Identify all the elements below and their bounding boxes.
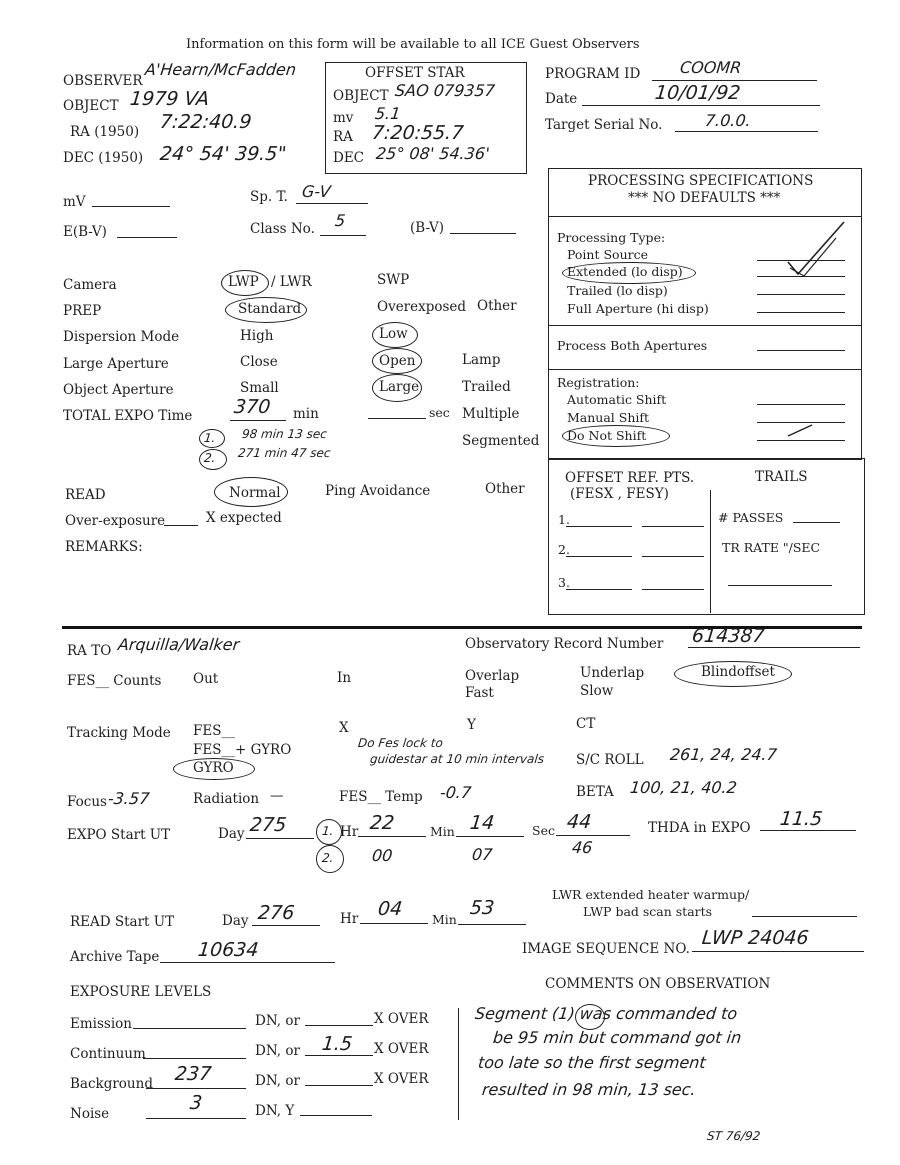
- lwr-heater-line[interactable]: [752, 916, 857, 917]
- large-circle: [372, 374, 422, 402]
- expo-segmented[interactable]: Segmented: [462, 433, 540, 449]
- lwp-circle: [221, 270, 269, 296]
- continuum-dn-or: DN, or: [255, 1043, 300, 1059]
- archive-line: [160, 962, 335, 963]
- fes-temp-label: FES__ Temp: [339, 789, 423, 805]
- read-min-label: Min: [432, 912, 457, 927]
- date-value[interactable]: 10/01/92: [653, 82, 742, 104]
- processing-divider-1: [548, 216, 861, 217]
- continuum-dn-line[interactable]: [143, 1058, 246, 1059]
- expo-min-value[interactable]: 14: [468, 812, 496, 834]
- type-trailed[interactable]: Trailed (lo disp): [567, 283, 668, 298]
- read-other[interactable]: Other: [485, 481, 525, 497]
- offset-star-title: OFFSET STAR: [365, 65, 465, 81]
- expo-seg-1-num: 1.: [321, 824, 335, 838]
- processing-title: PROCESSING SPECIFICATIONS: [588, 173, 814, 189]
- signature: ST 76/92: [706, 1129, 762, 1143]
- type-full-aperture-line: [757, 312, 845, 313]
- segment-2-time[interactable]: 271 min 47 sec: [237, 446, 332, 460]
- continuum-over-value[interactable]: 1.5: [320, 1033, 354, 1055]
- emission-dn-or: DN, or: [255, 1013, 300, 1029]
- focus-label: Focus: [67, 794, 107, 810]
- rato-value[interactable]: Arquilla/Walker: [117, 635, 241, 654]
- expo-min-label: Min: [430, 824, 455, 839]
- object-ap-trailed[interactable]: Trailed: [462, 379, 511, 395]
- passes-line[interactable]: [793, 522, 840, 523]
- fes-out[interactable]: Out: [193, 671, 219, 687]
- expo-multiple[interactable]: Multiple: [462, 406, 520, 422]
- offset-ref-title: OFFSET REF. PTS.: [565, 470, 695, 486]
- read-min-value[interactable]: 53: [468, 897, 496, 919]
- offset-object-value[interactable]: SAO 079357: [394, 81, 496, 100]
- read-ping[interactable]: Ping Avoidance: [325, 483, 431, 499]
- read-day-value[interactable]: 276: [256, 902, 296, 924]
- ebv-line: [117, 237, 177, 238]
- expo-seg-2-num: 2.: [321, 851, 335, 865]
- overlap-label[interactable]: Overlap: [465, 668, 520, 684]
- registration-do-not-shift[interactable]: Do Not Shift: [567, 428, 647, 443]
- program-id-value[interactable]: COOMR: [679, 58, 743, 77]
- noise-label: Noise: [70, 1106, 110, 1122]
- emission-dn-line[interactable]: [133, 1028, 246, 1029]
- blindoffset-circle: [674, 661, 792, 687]
- prep-label: PREP: [63, 303, 102, 319]
- read-hr-value[interactable]: 04: [376, 898, 404, 920]
- registration-label: Registration:: [557, 375, 640, 390]
- mv-line: [92, 206, 170, 207]
- observer-label: OBSERVER: [63, 73, 143, 89]
- offset-row-2-y[interactable]: [642, 556, 704, 557]
- dec-label: DEC (1950): [63, 150, 144, 166]
- offset-row-2-x[interactable]: [566, 556, 632, 557]
- expo-label: TOTAL EXPO Time: [63, 408, 193, 424]
- serial-value[interactable]: 7.0.0.: [704, 111, 752, 130]
- record-label: Observatory Record Number: [465, 636, 664, 652]
- spt-value[interactable]: G-V: [301, 182, 332, 201]
- camera-lwr[interactable]: / LWR: [271, 274, 312, 290]
- expo-min-line-2: [456, 836, 524, 837]
- fast-label[interactable]: Fast: [465, 685, 494, 701]
- process-both-line: [757, 350, 845, 351]
- ebv-label: E(B-V): [63, 224, 107, 240]
- emission-x-over: X OVER: [374, 1011, 429, 1027]
- fes-counts-label: FES__ Counts: [67, 673, 162, 689]
- tracking-gyro[interactable]: GYRO: [193, 760, 234, 776]
- offset-row-3-x[interactable]: [566, 589, 632, 590]
- trails-title: TRAILS: [755, 469, 808, 485]
- overexp-x-expected: X expected: [206, 510, 282, 526]
- tracking-fes[interactable]: FES__: [193, 723, 235, 739]
- thda-line: [760, 830, 856, 831]
- gyro-circle: [173, 758, 255, 780]
- passes-label: # PASSES: [718, 510, 784, 525]
- offset-dec-label: DEC: [333, 150, 365, 166]
- object-ap-large[interactable]: Large: [379, 379, 420, 395]
- dispersion-label: Dispersion Mode: [63, 329, 180, 345]
- processing-divider-2: [548, 325, 861, 326]
- camera-lwp[interactable]: LWP: [228, 274, 259, 290]
- overexp-label: Over-exposure: [65, 513, 166, 529]
- camera-swp[interactable]: SWP: [377, 272, 410, 288]
- expo-day-label: Day: [218, 826, 245, 842]
- expo-day-value[interactable]: 275: [248, 814, 288, 836]
- radiation-label: Radiation: [193, 791, 260, 807]
- levels-title: EXPOSURE LEVELS: [70, 984, 212, 1000]
- rato-label: RA TO: [67, 643, 112, 659]
- expo-hr-line: [358, 836, 426, 837]
- expo-value[interactable]: 370: [232, 396, 272, 418]
- read-day-line: [252, 925, 320, 926]
- read-hr-line: [360, 923, 428, 924]
- standard-circle: [225, 297, 307, 323]
- processing-type-label: Processing Type:: [557, 230, 666, 245]
- background-over-line[interactable]: [305, 1085, 373, 1086]
- offset-mv-label: mv: [333, 110, 354, 126]
- sc-roll-label: S/C ROLL: [576, 752, 644, 768]
- program-id-label: PROGRAM ID: [545, 66, 641, 82]
- registration-automatic[interactable]: Automatic Shift: [567, 392, 667, 407]
- expo-min2-value[interactable]: 07: [471, 845, 494, 864]
- comment-line-1[interactable]: Segment (1) was commanded to: [474, 1004, 739, 1023]
- tracking-x: X: [339, 720, 349, 736]
- registration-manual[interactable]: Manual Shift: [567, 410, 650, 425]
- image-seq-label: IMAGE SEQUENCE NO.: [522, 941, 690, 957]
- expo-start-label: EXPO Start UT: [67, 827, 171, 843]
- camera-label: Camera: [63, 277, 117, 293]
- fes-in[interactable]: In: [337, 670, 352, 686]
- spt-line: [296, 203, 368, 204]
- expo-sec-line-2: [556, 835, 630, 836]
- program-id-line: [652, 80, 817, 81]
- segment-1-num: 1.: [203, 431, 217, 445]
- image-seq-value[interactable]: LWP 24046: [700, 927, 810, 949]
- offset-dec-value[interactable]: 25° 08' 54.36': [375, 144, 491, 163]
- expo-sec-line: [368, 418, 426, 419]
- object-label: OBJECT: [63, 98, 119, 114]
- expo-sec2-value[interactable]: 46: [571, 838, 594, 857]
- registration-automatic-line: [757, 404, 845, 405]
- expo-hr-label: Hr: [340, 824, 359, 840]
- tracking-label: Tracking Mode: [67, 725, 171, 741]
- large-ap-label: Large Aperture: [63, 356, 169, 372]
- date-label: Date: [545, 91, 578, 107]
- offset-ra-value[interactable]: 7:20:55.7: [370, 122, 465, 144]
- dec-value[interactable]: 24° 54' 39.5": [158, 143, 288, 165]
- background-label: Background: [70, 1076, 153, 1092]
- archive-label: Archive Tape: [70, 949, 160, 965]
- archive-value[interactable]: 10634: [196, 939, 260, 961]
- expo-sec: sec: [429, 405, 450, 420]
- tracking-note-2[interactable]: guidestar at 10 min intervals: [369, 752, 545, 766]
- read-min-line: [458, 924, 526, 925]
- expo-sec-value[interactable]: 44: [565, 811, 593, 833]
- serial-label: Target Serial No.: [545, 117, 663, 133]
- open-circle: [372, 348, 422, 374]
- image-seq-line: [692, 951, 864, 952]
- background-dn-line: [146, 1088, 246, 1089]
- offset-row-1-x[interactable]: [566, 526, 632, 527]
- type-extended[interactable]: Extended (lo disp): [567, 264, 683, 279]
- ra-value[interactable]: 7:22:40.9: [158, 111, 253, 133]
- background-dn-or: DN, or: [255, 1073, 300, 1089]
- comment-line-4[interactable]: resulted in 98 min, 13 sec.: [481, 1080, 697, 1099]
- sc-roll-value[interactable]: 261, 24, 24.7: [669, 745, 778, 764]
- object-ap-label: Object Aperture: [63, 382, 174, 398]
- ra-label: RA (1950): [70, 124, 140, 140]
- offset-trails-divider: [710, 490, 711, 613]
- normal-circle: [214, 477, 288, 507]
- bv-label: (B-V): [410, 220, 445, 236]
- expo-min: min: [293, 406, 319, 422]
- noise-dn-line: [146, 1118, 246, 1119]
- large-ap-open[interactable]: Open: [379, 353, 416, 369]
- tracking-note-1[interactable]: Do Fes lock to: [357, 736, 444, 750]
- do-not-shift-circle: [562, 425, 670, 447]
- expo-sec-label: Sec: [532, 823, 555, 838]
- dispersion-high[interactable]: High: [240, 328, 274, 344]
- noise-y-line[interactable]: [300, 1115, 372, 1116]
- overexp-line[interactable]: [164, 525, 198, 526]
- fes-temp-value[interactable]: -0.7: [439, 783, 473, 802]
- blindoffset-label[interactable]: Blindoffset: [701, 664, 775, 680]
- comment-line-2[interactable]: be 95 min but command got in: [492, 1028, 743, 1047]
- processing-subtitle: *** NO DEFAULTS ***: [628, 190, 781, 206]
- beta-value[interactable]: 100, 21, 40.2: [629, 778, 738, 797]
- object-ap-small[interactable]: Small: [240, 380, 279, 396]
- comment-line-3[interactable]: too late so the first segment: [477, 1053, 707, 1072]
- expo-hr-value[interactable]: 22: [368, 812, 396, 834]
- registration-do-not-shift-line: [757, 440, 845, 441]
- processing-divider-3: [548, 369, 861, 370]
- low-circle: [372, 322, 418, 348]
- beta-label: BETA: [576, 784, 614, 800]
- offset-ra-label: RA: [333, 129, 353, 145]
- mv-label: mV: [63, 194, 86, 210]
- expo-hr2-value[interactable]: 00: [371, 846, 394, 865]
- record-value[interactable]: 614387: [690, 625, 766, 647]
- process-both-label[interactable]: Process Both Apertures: [557, 338, 708, 353]
- read-day-label: Day: [222, 913, 249, 929]
- bv-line: [450, 233, 516, 234]
- offset-mv-value[interactable]: 5.1: [374, 104, 402, 123]
- comments-border: [458, 1008, 459, 1120]
- dispersion-low[interactable]: Low: [379, 326, 408, 342]
- expo-min-line: [230, 420, 286, 421]
- check-mark-icon-2: [785, 422, 815, 440]
- prep-overexposed[interactable]: Overexposed: [377, 299, 467, 315]
- continuum-over-line: [305, 1055, 373, 1056]
- emission-label: Emission: [70, 1016, 132, 1032]
- offset-row-3-y[interactable]: [642, 589, 704, 590]
- focus-value[interactable]: -3.57: [107, 789, 151, 808]
- date-line: [582, 105, 820, 106]
- form-notice: Information on this form will be available to all ICE Guest Observers: [186, 37, 640, 52]
- read-normal[interactable]: Normal: [229, 485, 281, 501]
- prep-other[interactable]: Other: [477, 298, 517, 314]
- read-label: READ: [65, 487, 106, 503]
- class-line: [320, 235, 366, 236]
- slow-label[interactable]: Slow: [580, 683, 614, 699]
- offset-row-1: 1.: [558, 512, 570, 527]
- continuum-label: Continuum: [70, 1046, 146, 1062]
- spt-label: Sp. T.: [250, 189, 288, 205]
- noise-dn-y: DN, Y: [255, 1103, 295, 1119]
- offset-ref-sub: (FESX , FESY): [570, 486, 669, 502]
- lwp-bad-label: LWP bad scan starts: [583, 904, 713, 919]
- large-ap-lamp[interactable]: Lamp: [462, 352, 501, 368]
- read-hr-label: Hr: [340, 911, 359, 927]
- class-value[interactable]: 5: [334, 211, 347, 230]
- extended-circle: [562, 262, 696, 284]
- type-point-source[interactable]: Point Source: [567, 247, 648, 262]
- thda-value[interactable]: 11.5: [778, 808, 824, 830]
- emission-over-line[interactable]: [305, 1025, 373, 1026]
- serial-line: [675, 131, 818, 132]
- class-label: Class No.: [250, 221, 315, 237]
- large-ap-close[interactable]: Close: [240, 354, 278, 370]
- continuum-x-over: X OVER: [374, 1041, 429, 1057]
- segment-2-num: 2.: [203, 451, 217, 465]
- type-trailed-line: [757, 294, 845, 295]
- noise-value[interactable]: 3: [188, 1092, 204, 1114]
- comment-segment-circle: [575, 1004, 605, 1030]
- offset-row-1-y[interactable]: [642, 526, 704, 527]
- remarks-label: REMARKS:: [65, 539, 143, 555]
- tracking-fes-gyro[interactable]: FES__+ GYRO: [193, 742, 292, 758]
- tr-rate-label: TR RATE "/SEC: [722, 540, 821, 555]
- type-full-aperture[interactable]: Full Aperture (hi disp): [567, 301, 709, 316]
- background-value[interactable]: 237: [173, 1063, 213, 1085]
- segment-1-time[interactable]: 98 min 13 sec: [241, 427, 328, 441]
- tracking-y: Y: [467, 717, 476, 733]
- background-x-over: X OVER: [374, 1071, 429, 1087]
- offset-row-3: 3.: [558, 575, 570, 590]
- check-mark-icon: [780, 218, 850, 280]
- observer-value[interactable]: A'Hearn/McFadden: [144, 60, 298, 79]
- record-line: [688, 647, 860, 648]
- prep-standard[interactable]: Standard: [238, 301, 302, 317]
- comments-title: COMMENTS ON OBSERVATION: [545, 976, 771, 992]
- offset-row-2: 2.: [558, 542, 570, 557]
- radiation-value[interactable]: —: [270, 788, 284, 804]
- lwr-heater-label: LWR extended heater warmup/: [552, 887, 750, 902]
- underlap-label[interactable]: Underlap: [580, 665, 645, 681]
- offset-object-label: OBJECT: [333, 88, 389, 104]
- expo-day-line: [246, 838, 314, 839]
- object-value[interactable]: 1979 VA: [128, 88, 211, 110]
- tr-rate-line[interactable]: [728, 585, 832, 586]
- read-start-label: READ Start UT: [70, 914, 175, 930]
- tracking-ct: CT: [576, 716, 596, 732]
- thda-label: THDA in EXPO: [648, 820, 751, 836]
